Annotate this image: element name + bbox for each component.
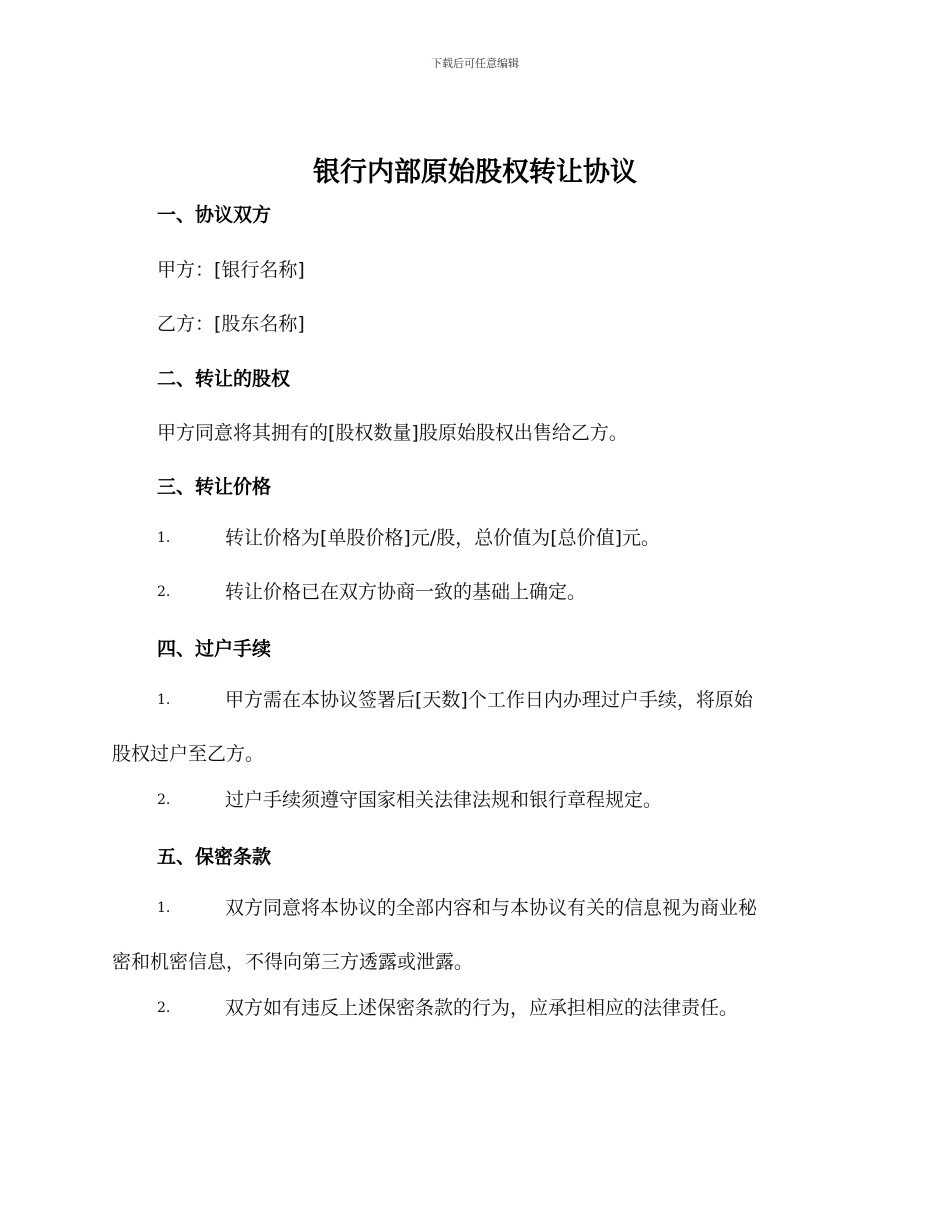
- list-item: [112, 981, 837, 1035]
- list-item-text: 双方如有违反上述保密条款的行为，应承担相应的法律责任。: [225, 997, 739, 1019]
- list-item-number: 2.: [157, 792, 171, 808]
- list-item-text: 转让价格为[单股价格]元/股，总价值为[总价值]元。: [225, 527, 661, 549]
- list-item-text: 双方同意将本协议的全部内容和与本协议有关的信息视为商业秘: [225, 897, 758, 919]
- list-item-text-continued: 密和机密信息，不得向第三方透露或泄露。: [112, 951, 474, 973]
- list-item: [112, 881, 837, 989]
- list-item-text: 过户手续须遵守国家相关法律法规和银行章程规定。: [225, 789, 663, 811]
- list-item-number: 2.: [157, 1000, 171, 1016]
- equity-paragraph: 甲方同意将其拥有的[股权数量]股原始股权出售给乙方。: [157, 422, 628, 444]
- section-heading-transfer: 四、过户手续: [157, 638, 272, 660]
- section-heading-parties: 一、协议双方: [157, 204, 272, 226]
- list-item-number: 1.: [157, 530, 171, 546]
- list-item: [112, 673, 837, 781]
- section-heading-equity: 二、转让的股权: [157, 368, 291, 390]
- list-item: [112, 773, 837, 827]
- list-item: [112, 565, 837, 619]
- list-item-text: 甲方需在本协议签署后[天数]个工作日内办理过户手续，将原始: [225, 689, 753, 711]
- list-item-number: 2.: [157, 584, 171, 600]
- document-title: 银行内部原始股权转让协议: [313, 157, 637, 188]
- list-item: [112, 511, 837, 565]
- party-a-line: 甲方：[银行名称]: [157, 259, 305, 281]
- header-note: 下载后可任意编辑: [431, 57, 519, 70]
- list-item-number: 1.: [157, 900, 171, 916]
- section-heading-price: 三、转让价格: [157, 476, 272, 498]
- party-b-line: 乙方：[股东名称]: [157, 313, 305, 335]
- section-heading-confidentiality: 五、保密条款: [157, 846, 272, 868]
- list-item-text: 转让价格已在双方协商一致的基础上确定。: [225, 581, 587, 603]
- list-item-number: 1.: [157, 692, 171, 708]
- list-item-text-continued: 股权过户至乙方。: [112, 743, 265, 765]
